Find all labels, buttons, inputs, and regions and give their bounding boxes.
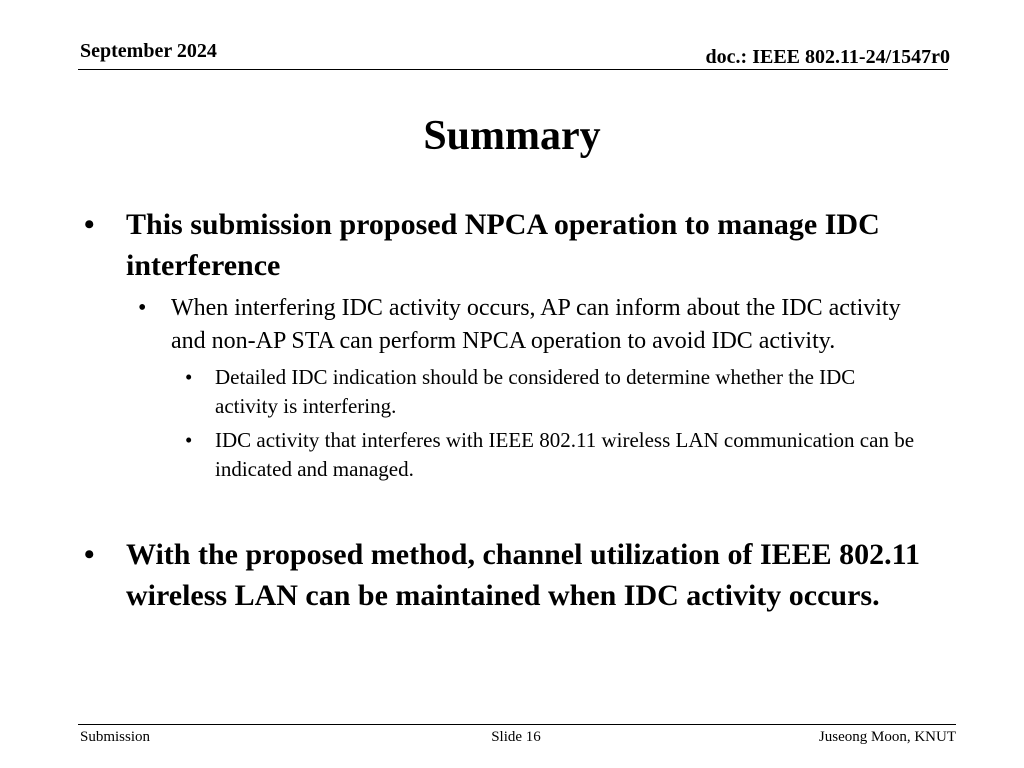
bullet-text: Detailed IDC indication should be considered to determine whether the IDC activity is interfering. bbox=[215, 365, 856, 418]
bullet-level3 bbox=[171, 363, 915, 421]
spacer bbox=[84, 484, 954, 534]
bullet-text: With the proposed method, channel utilization of IEEE 802.11 wireless LAN can be maintained when IDC activity occurs. bbox=[126, 538, 921, 612]
footer-author: Juseong Moon, KNUT bbox=[818, 729, 956, 745]
bullet-level3 bbox=[171, 426, 915, 484]
header-doc-id: doc.: IEEE 802.11-24/1547r0 bbox=[705, 46, 950, 68]
footer-slide-number: Slide 16 bbox=[491, 729, 541, 745]
bullet-text: IDC activity that interferes with IEEE 802.11 wireless LAN communication can be indicated and managed. bbox=[215, 428, 915, 481]
bullet-icon: • bbox=[138, 295, 147, 321]
header-date: September 2024 bbox=[80, 40, 217, 62]
bullet-icon: • bbox=[185, 428, 193, 452]
bullet-level1 bbox=[84, 204, 954, 286]
bullet-level1 bbox=[84, 534, 954, 616]
bullet-icon: • bbox=[84, 538, 95, 571]
bullet-level2 bbox=[126, 292, 911, 358]
bullet-text: When interfering IDC activity occurs, AP can inform about the IDC activity and non-AP STA can perform NPCA operation to avoid IDC activity. bbox=[171, 295, 901, 354]
slide-title: Summary bbox=[423, 113, 601, 159]
bullet-text: This submission proposed NPCA operation to manage IDC interference bbox=[126, 208, 880, 282]
slide-content bbox=[84, 204, 954, 616]
bullet-icon: • bbox=[185, 365, 193, 389]
footer-left: Submission bbox=[80, 729, 151, 745]
footer-divider bbox=[78, 724, 956, 725]
header-divider bbox=[78, 69, 948, 70]
bullet-icon: • bbox=[84, 208, 95, 241]
